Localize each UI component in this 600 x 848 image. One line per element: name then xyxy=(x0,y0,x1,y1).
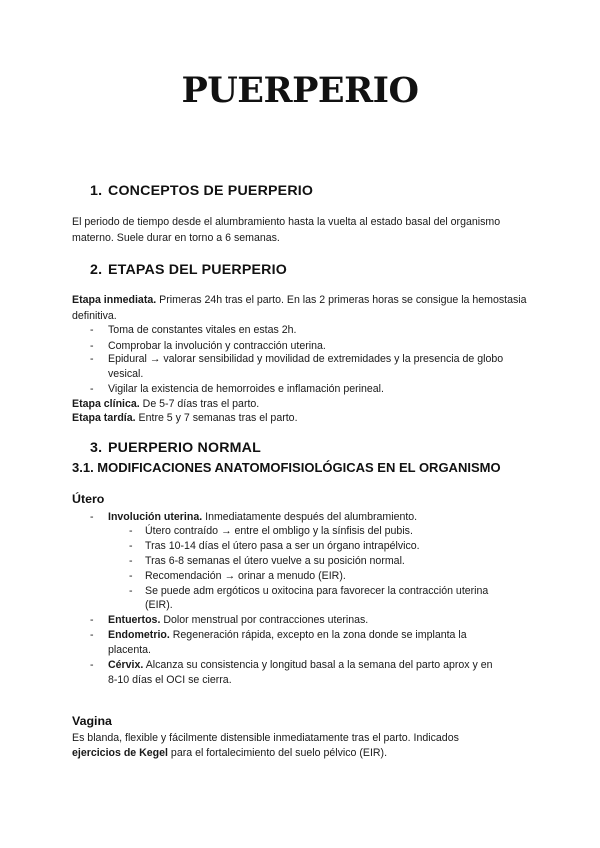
bullet-dash: - xyxy=(90,629,94,641)
bullet-dash: - xyxy=(90,353,94,365)
bullet-dash: - xyxy=(129,570,133,582)
etapa-clinica-label: Etapa clínica. xyxy=(72,398,140,410)
bullet-dash: - xyxy=(90,383,94,395)
list-item-continuation: vesical. xyxy=(108,368,144,380)
bullet-dash: - xyxy=(90,659,94,671)
etapa-inmediata-label: Etapa inmediata. xyxy=(72,294,157,306)
list-item-continuation: (EIR). xyxy=(145,599,173,611)
document-title: PUERPERIO xyxy=(181,70,419,111)
cervix-item: Cérvix. Alcanza su consistencia y longitud basal a la semana del parto aprox y en xyxy=(108,659,493,671)
entuertos-label: Entuertos. xyxy=(108,614,161,626)
entuertos-item: Entuertos. Dolor menstrual por contracciones uterinas. xyxy=(108,614,369,626)
vagina-paragraph-line: Es blanda, flexible y fácilmente distensible inmediatamente tras el parto. Indicados xyxy=(72,732,459,744)
subsection-heading: 3.1. MODIFICACIONES ANATOMOFISIOLÓGICAS EN EL ORGANISMO xyxy=(72,460,501,475)
bullet-dash: - xyxy=(90,511,94,523)
list-item-continuation: placenta. xyxy=(108,644,151,656)
concept-paragraph: El periodo de tiempo desde el alumbramiento hasta la vuelta al estado basal del organismo materno. Suele durar en torno a 6 semanas. xyxy=(72,216,501,244)
bullet-dash: - xyxy=(90,340,94,352)
list-item: Se puede adm ergóticos u oxitocina para favorecer la contracción uterina xyxy=(145,585,489,597)
vagina-heading: Vagina xyxy=(72,714,112,728)
list-item: Tras 6-8 semanas el útero vuelve a su posición normal. xyxy=(145,555,405,567)
etapa-tardia-label: Etapa tardía. xyxy=(72,412,136,424)
endometrio-label: Endometrio. xyxy=(108,629,170,641)
bullet-dash: - xyxy=(90,324,94,336)
bullet-dash: - xyxy=(129,525,133,537)
list-item: Epidural → valorar sensibilidad y movilidad de extremidades y la presencia de globo xyxy=(108,353,504,365)
list-item: Tras 10-14 días el útero pasa a ser un órgano intrapélvico. xyxy=(145,540,420,552)
section-heading-conceptos: 1. CONCEPTOS DE PUERPERIO xyxy=(90,183,314,199)
list-item-continuation: 8-10 días el OCI se cierra. xyxy=(108,674,232,686)
cervix-label: Cérvix. xyxy=(108,659,144,671)
kegel-label: ejercicios de Kegel xyxy=(72,747,168,759)
bullet-dash: - xyxy=(129,555,133,567)
endometrio-item: Endometrio. Regeneración rápida, excepto en la zona donde se implanta la xyxy=(108,629,467,641)
section-heading-puerperio-normal: 3. PUERPERIO NORMAL xyxy=(90,440,261,456)
vagina-paragraph-line: ejercicios de Kegel para el fortalecimiento del suelo pélvico (EIR). xyxy=(72,747,388,759)
involucion-uterina-item: Involución uterina. Inmediatamente después del alumbramiento. xyxy=(108,511,418,523)
list-item: Vigilar la existencia de hemorroides e inflamación perineal. xyxy=(108,383,384,395)
section-heading-etapas: 2. ETAPAS DEL PUERPERIO xyxy=(90,262,288,278)
list-item: Toma de constantes vitales en estas 2h. xyxy=(108,324,297,336)
etapa-clinica-line: Etapa clínica. De 5-7 días tras el parto. xyxy=(72,398,260,410)
bullet-dash: - xyxy=(90,614,94,626)
etapa-inmediata-paragraph: Etapa inmediata. Primeras 24h tras el parto. En las 2 primeras horas se consigue la hemostasia definitiva. xyxy=(72,294,527,322)
bullet-dash: - xyxy=(129,585,133,597)
involucion-uterina-label: Involución uterina. xyxy=(108,511,203,523)
bullet-dash: - xyxy=(129,540,133,552)
list-item: Comprobar la involución y contracción uterina. xyxy=(108,340,326,352)
list-item: Recomendación → orinar a menudo (EIR). xyxy=(145,570,346,582)
utero-heading: Útero xyxy=(72,492,105,506)
list-item: Útero contraído → entre el ombligo y la sínfisis del pubis. xyxy=(145,525,413,537)
etapa-tardia-line: Etapa tardía. Entre 5 y 7 semanas tras el parto. xyxy=(72,412,298,424)
